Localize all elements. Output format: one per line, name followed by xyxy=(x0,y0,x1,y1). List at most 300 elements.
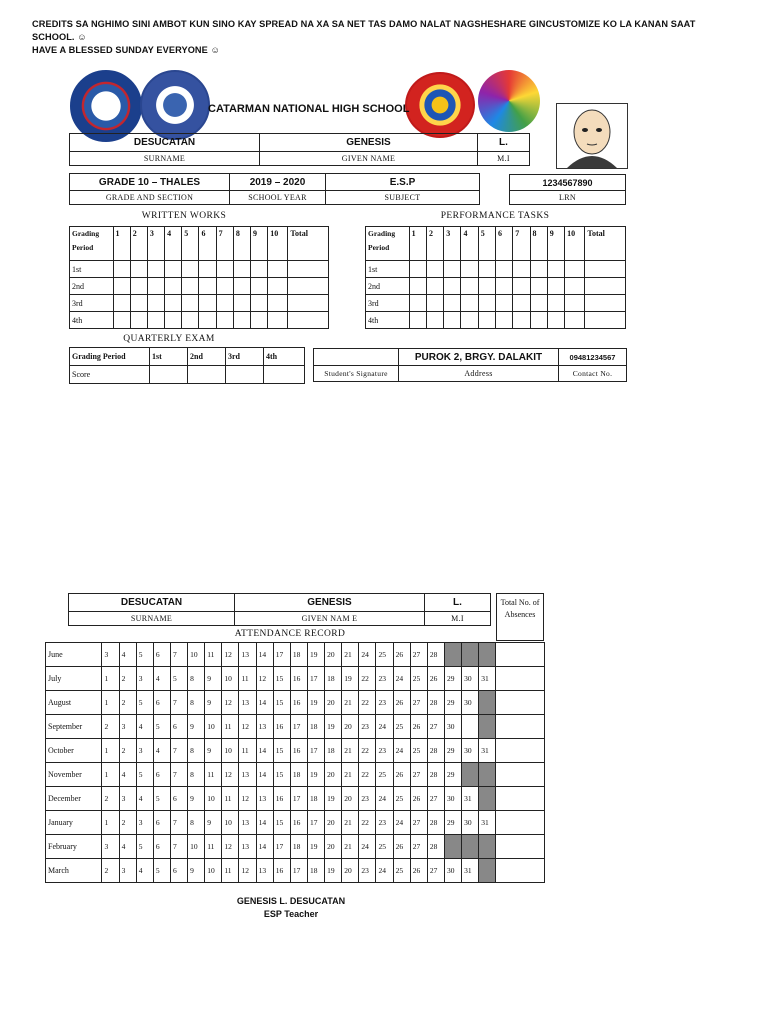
day-cell: 17 xyxy=(307,811,324,835)
day-cell: 13 xyxy=(256,859,273,883)
month-label: December xyxy=(46,787,102,811)
month-label: July xyxy=(46,667,102,691)
score-cell[interactable] xyxy=(188,366,226,384)
score-cell[interactable] xyxy=(150,366,188,384)
student-photo xyxy=(556,103,628,169)
score-cell[interactable] xyxy=(461,278,478,295)
day-cell: 25 xyxy=(393,787,410,811)
score-cell[interactable] xyxy=(147,278,164,295)
score-cell[interactable] xyxy=(530,278,547,295)
day-cell: 25 xyxy=(410,667,427,691)
day-cell: 12 xyxy=(222,643,239,667)
day-cell: 18 xyxy=(307,787,324,811)
score-cell[interactable] xyxy=(251,295,268,312)
column-header: 5 xyxy=(182,227,199,261)
score-cell[interactable] xyxy=(547,261,564,278)
score-cell[interactable] xyxy=(165,312,182,329)
day-cell: 7 xyxy=(170,811,187,835)
score-cell[interactable] xyxy=(461,312,478,329)
score-cell[interactable] xyxy=(288,295,329,312)
score-cell[interactable] xyxy=(513,261,530,278)
signature-cell[interactable] xyxy=(314,349,399,366)
score-cell[interactable] xyxy=(233,295,250,312)
table-row xyxy=(70,312,329,329)
score-cell[interactable] xyxy=(264,366,305,384)
day-cell: 20 xyxy=(325,763,342,787)
score-cell[interactable] xyxy=(130,261,147,278)
day-cell: 19 xyxy=(307,763,324,787)
column-header: 4 xyxy=(461,227,478,261)
score-cell[interactable] xyxy=(233,278,250,295)
score-cell[interactable] xyxy=(199,261,216,278)
score-cell[interactable] xyxy=(199,278,216,295)
score-cell[interactable] xyxy=(182,278,199,295)
score-cell[interactable] xyxy=(426,261,443,278)
day-cell: 4 xyxy=(136,787,153,811)
day-cell: 27 xyxy=(410,835,427,859)
score-cell[interactable] xyxy=(565,312,585,329)
attendance-row xyxy=(46,835,545,859)
score-cell[interactable] xyxy=(251,261,268,278)
day-cell: 28 xyxy=(427,835,444,859)
day-cell: 8 xyxy=(188,811,205,835)
absences-total-cell[interactable] xyxy=(496,811,545,835)
absences-total-cell[interactable] xyxy=(496,667,545,691)
attendance-row xyxy=(46,787,545,811)
day-cell xyxy=(462,643,479,667)
day-cell: 27 xyxy=(410,763,427,787)
day-cell: 9 xyxy=(205,667,222,691)
score-cell[interactable] xyxy=(585,312,626,329)
absences-total-cell[interactable] xyxy=(496,643,545,667)
period-label: 4th xyxy=(70,312,114,329)
score-cell[interactable] xyxy=(216,312,233,329)
school-year-value: 2019 – 2020 xyxy=(230,174,326,191)
score-cell[interactable] xyxy=(513,295,530,312)
day-cell: 30 xyxy=(462,811,479,835)
day-cell: 5 xyxy=(136,643,153,667)
day-cell: 19 xyxy=(325,787,342,811)
score-cell[interactable] xyxy=(182,312,199,329)
day-cell: 29 xyxy=(444,739,461,763)
day-cell: 28 xyxy=(427,691,444,715)
score-cell[interactable] xyxy=(461,295,478,312)
day-cell xyxy=(444,835,461,859)
table-row xyxy=(366,312,626,329)
day-cell: 20 xyxy=(325,691,342,715)
score-cell[interactable] xyxy=(147,312,164,329)
day-cell: 28 xyxy=(427,811,444,835)
period-label: 1st xyxy=(366,261,410,278)
attendance-name-table xyxy=(68,593,491,626)
day-cell: 31 xyxy=(479,739,496,763)
day-cell: 5 xyxy=(136,691,153,715)
performance-tasks-title: PERFORMANCE TASKS xyxy=(440,211,550,221)
day-cell: 11 xyxy=(239,667,256,691)
day-cell xyxy=(479,691,496,715)
quarterly-exam-title: QUARTERLY EXAM xyxy=(123,334,215,344)
day-cell: 11 xyxy=(222,715,239,739)
lrn-value: 1234567890 xyxy=(510,175,626,191)
score-cell[interactable] xyxy=(496,261,513,278)
day-cell: 27 xyxy=(410,691,427,715)
day-cell: 2 xyxy=(102,715,119,739)
score-cell[interactable] xyxy=(113,278,130,295)
day-cell: 3 xyxy=(136,739,153,763)
day-cell: 30 xyxy=(462,739,479,763)
day-cell: 6 xyxy=(153,763,170,787)
day-cell: 11 xyxy=(239,739,256,763)
day-cell xyxy=(444,643,461,667)
day-cell: 9 xyxy=(188,859,205,883)
month-label: January xyxy=(46,811,102,835)
day-cell: 11 xyxy=(205,763,222,787)
score-cell[interactable] xyxy=(496,295,513,312)
day-cell: 1 xyxy=(102,811,119,835)
day-cell: 10 xyxy=(205,787,222,811)
day-cell: 19 xyxy=(307,835,324,859)
score-cell[interactable] xyxy=(585,295,626,312)
absences-total-cell[interactable] xyxy=(496,787,545,811)
column-header: 6 xyxy=(199,227,216,261)
score-cell[interactable] xyxy=(130,312,147,329)
score-cell[interactable] xyxy=(251,278,268,295)
day-cell: 26 xyxy=(393,643,410,667)
day-cell: 24 xyxy=(359,835,376,859)
score-cell[interactable] xyxy=(444,261,461,278)
day-cell: 4 xyxy=(153,667,170,691)
column-header: Total xyxy=(288,227,329,261)
score-cell[interactable] xyxy=(444,312,461,329)
period-label: 1st xyxy=(70,261,114,278)
score-cell[interactable] xyxy=(444,295,461,312)
day-cell: 26 xyxy=(410,715,427,739)
day-cell: 2 xyxy=(119,739,136,763)
score-cell[interactable] xyxy=(585,278,626,295)
day-cell: 12 xyxy=(239,859,256,883)
day-cell: 8 xyxy=(188,739,205,763)
quarterly-header: Grading Period xyxy=(70,348,150,366)
column-header: 3 xyxy=(444,227,461,261)
day-cell: 26 xyxy=(427,667,444,691)
score-cell[interactable] xyxy=(530,261,547,278)
school-year-label: SCHOOL YEAR xyxy=(230,191,326,205)
score-cell[interactable] xyxy=(113,261,130,278)
day-cell: 18 xyxy=(290,763,307,787)
day-cell: 1 xyxy=(102,739,119,763)
written-works-table xyxy=(69,226,329,329)
score-cell[interactable] xyxy=(216,261,233,278)
day-cell: 5 xyxy=(170,667,187,691)
subject-value: E.S.P xyxy=(326,174,480,191)
column-header: Total xyxy=(585,227,626,261)
column-header: 8 xyxy=(233,227,250,261)
day-cell: 7 xyxy=(170,691,187,715)
day-cell: 4 xyxy=(136,715,153,739)
day-cell: 24 xyxy=(393,667,410,691)
day-cell: 22 xyxy=(359,667,376,691)
score-cell[interactable] xyxy=(216,278,233,295)
day-cell: 1 xyxy=(102,763,119,787)
score-cell[interactable] xyxy=(199,295,216,312)
day-cell: 23 xyxy=(376,667,393,691)
day-cell: 28 xyxy=(427,763,444,787)
quarterly-header: 3rd xyxy=(226,348,264,366)
day-cell: 9 xyxy=(188,715,205,739)
score-cell[interactable] xyxy=(199,312,216,329)
day-cell: 26 xyxy=(393,835,410,859)
day-cell: 25 xyxy=(393,715,410,739)
day-cell: 7 xyxy=(170,643,187,667)
score-cell[interactable] xyxy=(268,295,288,312)
day-cell: 16 xyxy=(290,739,307,763)
score-cell[interactable] xyxy=(426,295,443,312)
day-cell: 21 xyxy=(342,643,359,667)
score-cell[interactable] xyxy=(268,312,288,329)
score-cell[interactable] xyxy=(565,278,585,295)
day-cell: 12 xyxy=(222,835,239,859)
day-cell: 30 xyxy=(462,667,479,691)
score-label: Score xyxy=(70,366,150,384)
attendance-row xyxy=(46,643,545,667)
absences-total-cell[interactable] xyxy=(496,739,545,763)
day-cell xyxy=(479,763,496,787)
day-cell: 3 xyxy=(102,835,119,859)
score-cell[interactable] xyxy=(226,366,264,384)
month-label: March xyxy=(46,859,102,883)
day-cell: 24 xyxy=(359,643,376,667)
day-cell: 1 xyxy=(102,691,119,715)
month-label: November xyxy=(46,763,102,787)
column-header: 2 xyxy=(130,227,147,261)
day-cell: 13 xyxy=(239,643,256,667)
score-cell[interactable] xyxy=(565,295,585,312)
day-cell: 10 xyxy=(222,667,239,691)
day-cell: 3 xyxy=(119,787,136,811)
day-cell: 11 xyxy=(205,835,222,859)
day-cell: 27 xyxy=(427,715,444,739)
day-cell: 18 xyxy=(307,715,324,739)
day-cell: 14 xyxy=(256,811,273,835)
day-cell: 2 xyxy=(102,859,119,883)
surname-value: DESUCATAN xyxy=(70,134,260,152)
absences-total-cell[interactable] xyxy=(496,859,545,883)
written-works-title: WRITTEN WORKS xyxy=(141,211,227,221)
score-cell[interactable] xyxy=(147,295,164,312)
grading-period-header: Grading Period xyxy=(366,227,410,261)
score-cell[interactable] xyxy=(288,312,329,329)
score-cell[interactable] xyxy=(165,295,182,312)
signature-label: Student's Signature xyxy=(314,366,399,382)
score-cell[interactable] xyxy=(182,295,199,312)
day-cell: 17 xyxy=(290,787,307,811)
day-cell: 10 xyxy=(205,715,222,739)
class-info-table xyxy=(69,173,480,205)
score-cell[interactable] xyxy=(496,312,513,329)
score-cell[interactable] xyxy=(216,295,233,312)
day-cell: 17 xyxy=(290,715,307,739)
day-cell: 5 xyxy=(136,835,153,859)
day-cell: 5 xyxy=(153,859,170,883)
day-cell: 6 xyxy=(170,787,187,811)
day-cell: 21 xyxy=(342,835,359,859)
day-cell: 17 xyxy=(273,835,290,859)
day-cell: 13 xyxy=(239,691,256,715)
table-row xyxy=(70,278,329,295)
lrn-table xyxy=(509,174,626,205)
score-cell[interactable] xyxy=(409,261,426,278)
score-cell[interactable] xyxy=(409,295,426,312)
score-cell[interactable] xyxy=(288,278,329,295)
score-cell[interactable] xyxy=(113,295,130,312)
day-cell: 23 xyxy=(376,691,393,715)
score-cell[interactable] xyxy=(478,312,495,329)
score-cell[interactable] xyxy=(130,295,147,312)
score-cell[interactable] xyxy=(268,261,288,278)
day-cell: 27 xyxy=(410,643,427,667)
score-cell[interactable] xyxy=(478,295,495,312)
day-cell: 8 xyxy=(188,763,205,787)
day-cell: 13 xyxy=(239,835,256,859)
score-cell[interactable] xyxy=(547,295,564,312)
period-label: 3rd xyxy=(70,295,114,312)
day-cell: 7 xyxy=(170,739,187,763)
day-cell: 17 xyxy=(273,643,290,667)
day-cell: 12 xyxy=(222,691,239,715)
day-cell: 20 xyxy=(325,835,342,859)
contact-table xyxy=(313,348,627,382)
score-cell[interactable] xyxy=(165,261,182,278)
attendance-row xyxy=(46,715,545,739)
score-cell[interactable] xyxy=(530,295,547,312)
day-cell: 29 xyxy=(444,691,461,715)
score-cell[interactable] xyxy=(513,312,530,329)
day-cell: 17 xyxy=(290,859,307,883)
day-cell: 20 xyxy=(342,787,359,811)
teacher-name: GENESIS L. DESUCATAN xyxy=(236,896,346,906)
day-cell: 4 xyxy=(119,643,136,667)
column-header: 1 xyxy=(113,227,130,261)
score-cell[interactable] xyxy=(565,261,585,278)
column-header: 9 xyxy=(251,227,268,261)
period-label: 2nd xyxy=(366,278,410,295)
day-cell: 28 xyxy=(427,739,444,763)
day-cell: 20 xyxy=(325,811,342,835)
day-cell: 24 xyxy=(376,787,393,811)
day-cell: 30 xyxy=(444,715,461,739)
table-row xyxy=(366,278,626,295)
absences-total-cell[interactable] xyxy=(496,691,545,715)
attendance-mi-label: M.I xyxy=(425,612,491,626)
score-cell[interactable] xyxy=(496,278,513,295)
column-header: 4 xyxy=(165,227,182,261)
column-header: 2 xyxy=(426,227,443,261)
score-cell[interactable] xyxy=(233,261,250,278)
day-cell xyxy=(479,835,496,859)
day-cell: 17 xyxy=(307,667,324,691)
day-cell: 24 xyxy=(376,715,393,739)
score-cell[interactable] xyxy=(426,312,443,329)
day-cell: 23 xyxy=(376,739,393,763)
day-cell: 6 xyxy=(153,835,170,859)
score-cell[interactable] xyxy=(547,312,564,329)
score-cell[interactable] xyxy=(585,261,626,278)
day-cell: 10 xyxy=(188,835,205,859)
day-cell: 19 xyxy=(325,859,342,883)
score-cell[interactable] xyxy=(113,312,130,329)
day-cell: 12 xyxy=(222,763,239,787)
score-cell[interactable] xyxy=(147,261,164,278)
attendance-surname-label: SURNAME xyxy=(69,612,235,626)
absences-total-cell[interactable] xyxy=(496,715,545,739)
day-cell: 4 xyxy=(136,859,153,883)
score-cell[interactable] xyxy=(478,261,495,278)
score-cell[interactable] xyxy=(547,278,564,295)
day-cell: 30 xyxy=(462,691,479,715)
day-cell: 14 xyxy=(256,643,273,667)
day-cell: 5 xyxy=(153,787,170,811)
day-cell: 22 xyxy=(359,691,376,715)
score-cell[interactable] xyxy=(182,261,199,278)
absences-total-cell[interactable] xyxy=(496,763,545,787)
score-cell[interactable] xyxy=(461,261,478,278)
score-cell[interactable] xyxy=(288,261,329,278)
score-cell[interactable] xyxy=(513,278,530,295)
day-cell: 27 xyxy=(427,787,444,811)
day-cell: 7 xyxy=(170,763,187,787)
day-cell: 20 xyxy=(325,643,342,667)
score-cell[interactable] xyxy=(444,278,461,295)
day-cell: 3 xyxy=(102,643,119,667)
grade-section-value: GRADE 10 – THALES xyxy=(70,174,230,191)
score-cell[interactable] xyxy=(130,278,147,295)
day-cell: 12 xyxy=(239,715,256,739)
score-cell[interactable] xyxy=(426,278,443,295)
day-cell: 31 xyxy=(462,859,479,883)
day-cell: 16 xyxy=(290,811,307,835)
day-cell: 25 xyxy=(376,763,393,787)
column-header: 6 xyxy=(496,227,513,261)
absences-total-cell[interactable] xyxy=(496,835,545,859)
attendance-row xyxy=(46,811,545,835)
day-cell: 23 xyxy=(376,811,393,835)
day-cell: 27 xyxy=(427,859,444,883)
score-cell[interactable] xyxy=(251,312,268,329)
score-cell[interactable] xyxy=(409,278,426,295)
score-cell[interactable] xyxy=(530,312,547,329)
address-value: PUROK 2, BRGY. DALAKIT xyxy=(399,349,559,366)
surname-label: SURNAME xyxy=(70,152,260,166)
score-cell[interactable] xyxy=(409,312,426,329)
quarterly-exam-table xyxy=(69,347,305,384)
score-cell[interactable] xyxy=(268,278,288,295)
attendance-row xyxy=(46,667,545,691)
day-cell: 1 xyxy=(102,667,119,691)
score-cell[interactable] xyxy=(478,278,495,295)
day-cell xyxy=(462,715,479,739)
table-row xyxy=(70,261,329,278)
column-header: 7 xyxy=(513,227,530,261)
day-cell: 26 xyxy=(410,859,427,883)
credits-line-1: CREDITS SA NGHIMO SINI AMBOT KUN SINO KAY SPREAD NA XA SA NET TAS DAMO NALAT NAGSHESHARE GINCUSTOMIZE KO LA KANAN SAAT SCHOOL. ☺ xyxy=(32,19,696,42)
day-cell: 16 xyxy=(290,667,307,691)
score-cell[interactable] xyxy=(233,312,250,329)
catarman-nhs-logo xyxy=(405,72,475,138)
credits-text xyxy=(32,18,732,57)
day-cell: 16 xyxy=(290,691,307,715)
day-cell: 3 xyxy=(119,715,136,739)
score-cell[interactable] xyxy=(165,278,182,295)
